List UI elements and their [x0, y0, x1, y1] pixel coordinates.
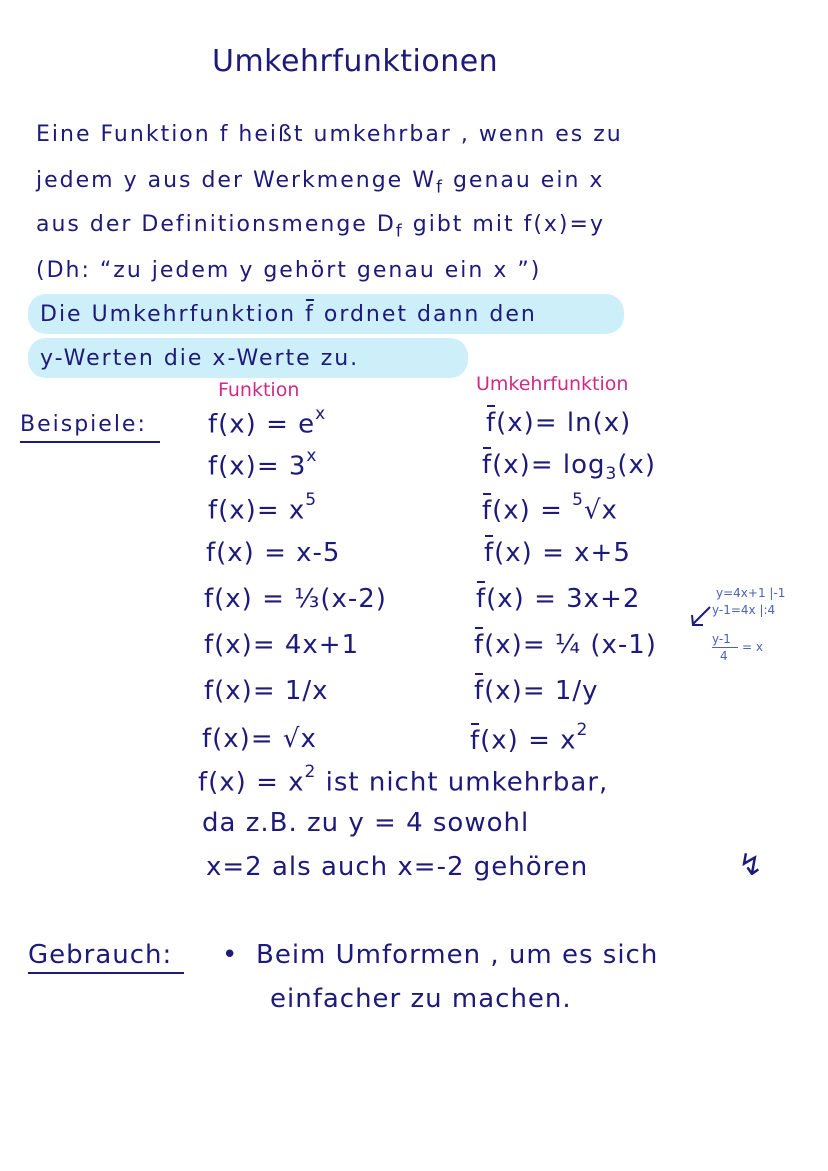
gebrauch-bullet: •	[222, 940, 239, 970]
example-f-1: $f(x) = e^x$	[208, 404, 327, 440]
side-note-fraction-bar	[712, 647, 738, 648]
highlight-line-1: Die Umkehrfunktion f ordnet dann den	[40, 302, 537, 327]
example-g-8: $f(x) = x^2$	[470, 720, 589, 756]
gebrauch-line-1: Beim Umformen , um es sich	[256, 940, 659, 970]
intro-line-3: aus der Definitionsmenge $D_f$ gibt mit f(x)=y	[36, 212, 605, 242]
page-title: Umkehrfunktionen	[212, 44, 499, 79]
highlight-line-2: y-Werten die x-Werte zu.	[40, 346, 360, 371]
example-f-2: $f(x)= 3^x$	[208, 446, 318, 482]
example-f-6: f(x)= 4x+1	[204, 630, 360, 660]
example-g-1: f(x)= ln(x)	[486, 408, 632, 438]
header-funktion: Funktion	[218, 379, 300, 401]
side-note-4: 4	[720, 649, 728, 663]
counter-line-1: $f(x) = x^2$ ist nicht umkehrbar,	[198, 762, 609, 798]
example-g-2: $f(x)= \log_3(x)$	[482, 450, 657, 485]
contradiction-icon: ↯	[738, 848, 765, 883]
intro-line-4: (Dh: “zu jedem y gehört genau ein x ”)	[36, 258, 542, 283]
side-note-5: = x	[742, 640, 763, 654]
example-g-5: f(x) = 3x+2	[476, 584, 641, 614]
example-f-8: f(x)= √x	[202, 724, 317, 754]
gebrauch-label: Gebrauch:	[28, 940, 173, 970]
beispiele-underline	[20, 441, 160, 443]
example-g-7: f(x)= 1/y	[474, 676, 599, 706]
example-g-4: f(x) = x+5	[484, 538, 631, 568]
arrow-icon	[688, 604, 714, 630]
intro-line-1: Eine Funktion f heißt umkehrbar , wenn es zu	[36, 122, 623, 147]
side-note-1: y=4x+1 |-1	[716, 586, 786, 600]
header-umkehrfunktion: Umkehrfunktion	[476, 373, 629, 395]
gebrauch-line-2: einfacher zu machen.	[270, 984, 572, 1014]
example-f-3: $f(x)= x^5$	[208, 490, 318, 526]
side-note-2: y-1=4x |:4	[712, 603, 776, 617]
intro-line-2: jedem y aus der Werkmenge $W_f$ genau ein x	[36, 168, 605, 198]
beispiele-label: Beispiele:	[20, 412, 147, 437]
example-f-7: f(x)= 1/x	[204, 676, 329, 706]
gebrauch-underline	[28, 972, 184, 974]
counter-line-2: da z.B. zu y = 4 sowohl	[202, 808, 530, 838]
side-note-3: y-1	[712, 632, 731, 646]
example-f-4: f(x) = x-5	[206, 538, 341, 568]
counter-line-3: x=2 als auch x=-2 gehören	[206, 852, 589, 882]
example-g-6: f(x)= ¼ (x-1)	[474, 630, 657, 660]
example-g-3: f(x) = $^5$√x	[482, 490, 618, 526]
example-f-5: f(x) = ⅓(x-2)	[204, 584, 387, 614]
